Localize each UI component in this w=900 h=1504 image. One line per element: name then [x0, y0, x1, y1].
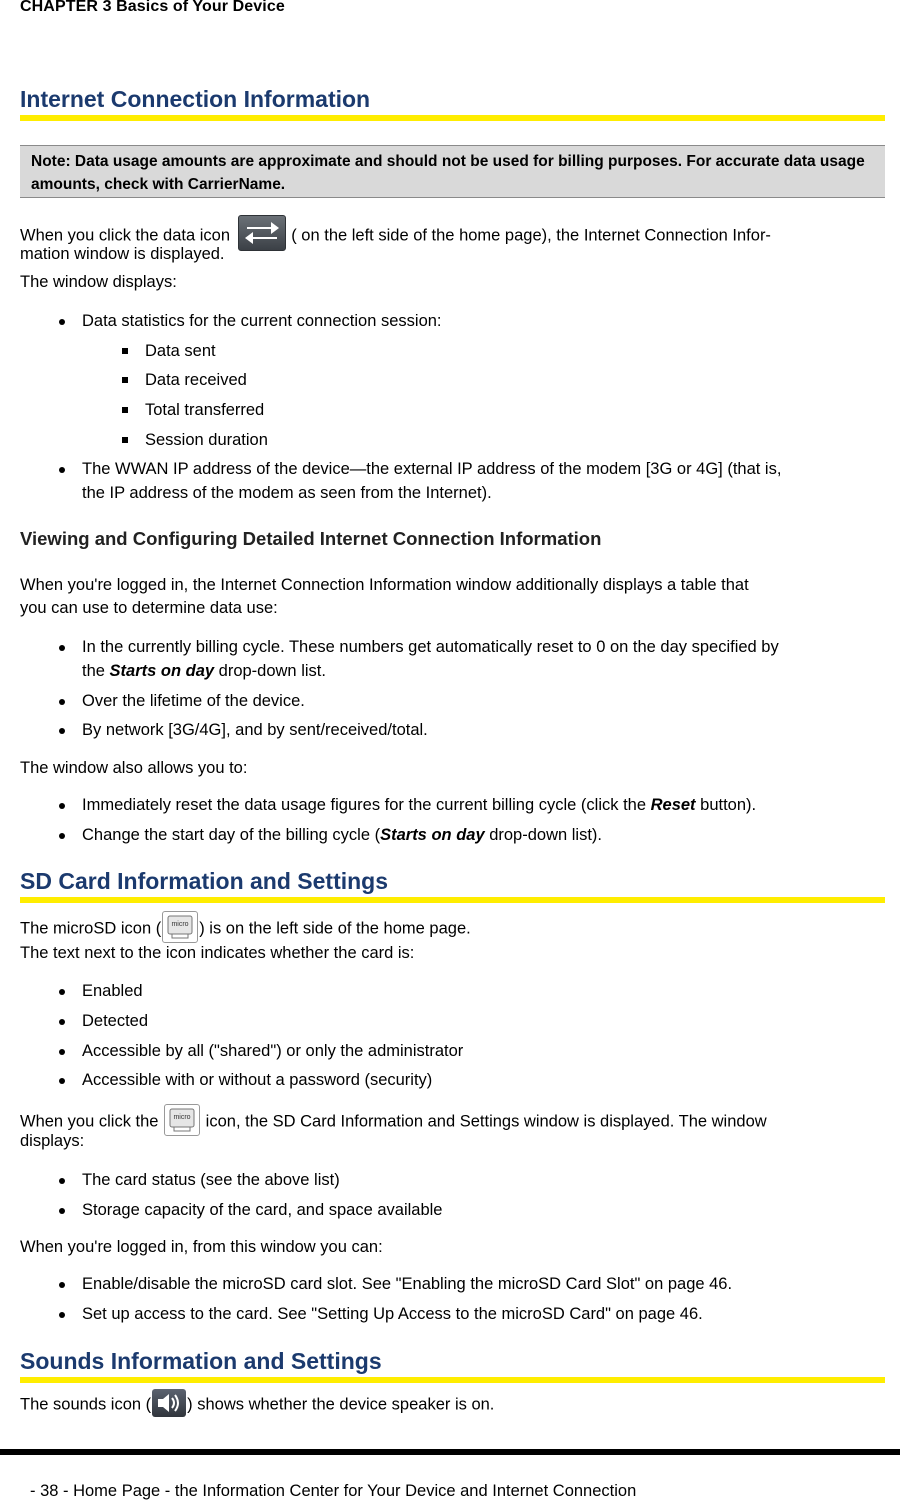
text: When you're logged in, the Internet Connection Information window additionally displays a table that — [20, 576, 749, 594]
paragraph: When you're logged in, from this window you can: — [20, 1238, 383, 1256]
text: When you click the data icon — [20, 226, 231, 245]
chapter-header: CHAPTER 3 Basics of Your Device — [20, 0, 285, 15]
text: ( on the left side of the home page), the Internet Connection Infor- — [291, 226, 771, 245]
list-item: Accessible with or without a password (security) — [82, 1068, 892, 1092]
text: In the currently billing cycle. These numbers get automatically reset to 0 on the day specified by — [82, 638, 779, 656]
list-item: Set up access to the card. See "Setting Up Access to the microSD Card" on page 46. — [82, 1302, 892, 1326]
text: the IP address of the modem as seen from the Internet). — [82, 484, 492, 502]
section-title-sounds: Sounds Information and Settings — [20, 1348, 382, 1374]
section-title-internet: Internet Connection Information — [20, 86, 371, 112]
list-item — [82, 793, 892, 817]
section-title-sd: SD Card Information and Settings — [20, 868, 389, 894]
text: you can use to determine data use: — [20, 599, 278, 617]
microsd-icon — [162, 911, 198, 943]
list-item: Over the lifetime of the device. — [82, 689, 892, 713]
list-item: Session duration — [145, 428, 268, 452]
emphasis: Starts on day — [380, 826, 485, 844]
paragraph: The window also allows you to: — [20, 759, 248, 777]
paragraph: The window displays: — [20, 273, 177, 291]
paragraph: mation window is displayed. — [20, 245, 225, 263]
text: The WWAN IP address of the device—the external IP address of the modem [3G or 4G] (that is, — [82, 460, 782, 478]
section-rule — [20, 115, 885, 121]
list-item: Enable/disable the microSD card slot. See "Enabling the microSD Card Slot" on page 46. — [82, 1272, 892, 1296]
paragraph: The text next to the icon indicates whether the card is: — [20, 944, 415, 962]
paragraph: displays: — [20, 1132, 85, 1150]
section-rule — [20, 897, 885, 903]
list-item — [82, 635, 892, 683]
text: Immediately reset the data usage figures for the current billing cycle (click the — [82, 796, 651, 814]
list-item: Storage capacity of the card, and space available — [82, 1198, 892, 1222]
text: drop-down list. — [214, 662, 326, 680]
list-item: Detected — [82, 1009, 892, 1033]
emphasis: Reset — [650, 796, 696, 814]
list-item: Data received — [145, 368, 247, 392]
list-item: Data statistics for the current connection session: — [82, 309, 892, 333]
text: Change the start day of the billing cycle ( — [82, 826, 381, 844]
text: ) shows whether the device speaker is on. — [187, 1395, 495, 1414]
list-item: By network [3G/4G], and by sent/received/total. — [82, 718, 892, 742]
text: ) is on the left side of the home page. — [199, 919, 471, 938]
page-footer: - 38 - Home Page - the Information Center for Your Device and Internet Connection — [30, 1482, 637, 1500]
text: The sounds icon ( — [20, 1395, 152, 1414]
list-item — [82, 457, 892, 505]
svg-text:micro: micro — [171, 921, 189, 928]
svg-text:micro: micro — [173, 1114, 191, 1121]
speaker-icon — [152, 1389, 186, 1417]
subsection-heading: Viewing and Configuring Detailed Internet Connection Information — [20, 528, 602, 549]
paragraph — [20, 1393, 885, 1417]
text: the — [82, 662, 110, 680]
list-item: The card status (see the above list) — [82, 1168, 892, 1192]
list-item — [82, 823, 892, 847]
list-item: Enabled — [82, 979, 892, 1003]
section-rule — [20, 1377, 885, 1383]
note-box: Note: Data usage amounts are approximate and should not be used for billing purposes. For accurate data usage amounts, check with CarrierName. — [20, 145, 885, 198]
paragraph — [20, 915, 885, 943]
text: button). — [695, 796, 757, 814]
paragraph — [20, 574, 885, 620]
footer-rule — [0, 1449, 900, 1455]
text: drop-down list). — [484, 826, 603, 844]
emphasis: Starts on day — [109, 662, 215, 680]
text: When you click the — [20, 1112, 159, 1131]
text: icon, the SD Card Information and Settings window is displayed. The window — [205, 1112, 767, 1131]
list-item: Accessible by all ("shared") or only the administrator — [82, 1039, 892, 1063]
text: The microSD icon ( — [20, 919, 162, 938]
list-item: Data sent — [145, 339, 216, 363]
list-item: Total transferred — [145, 398, 264, 422]
